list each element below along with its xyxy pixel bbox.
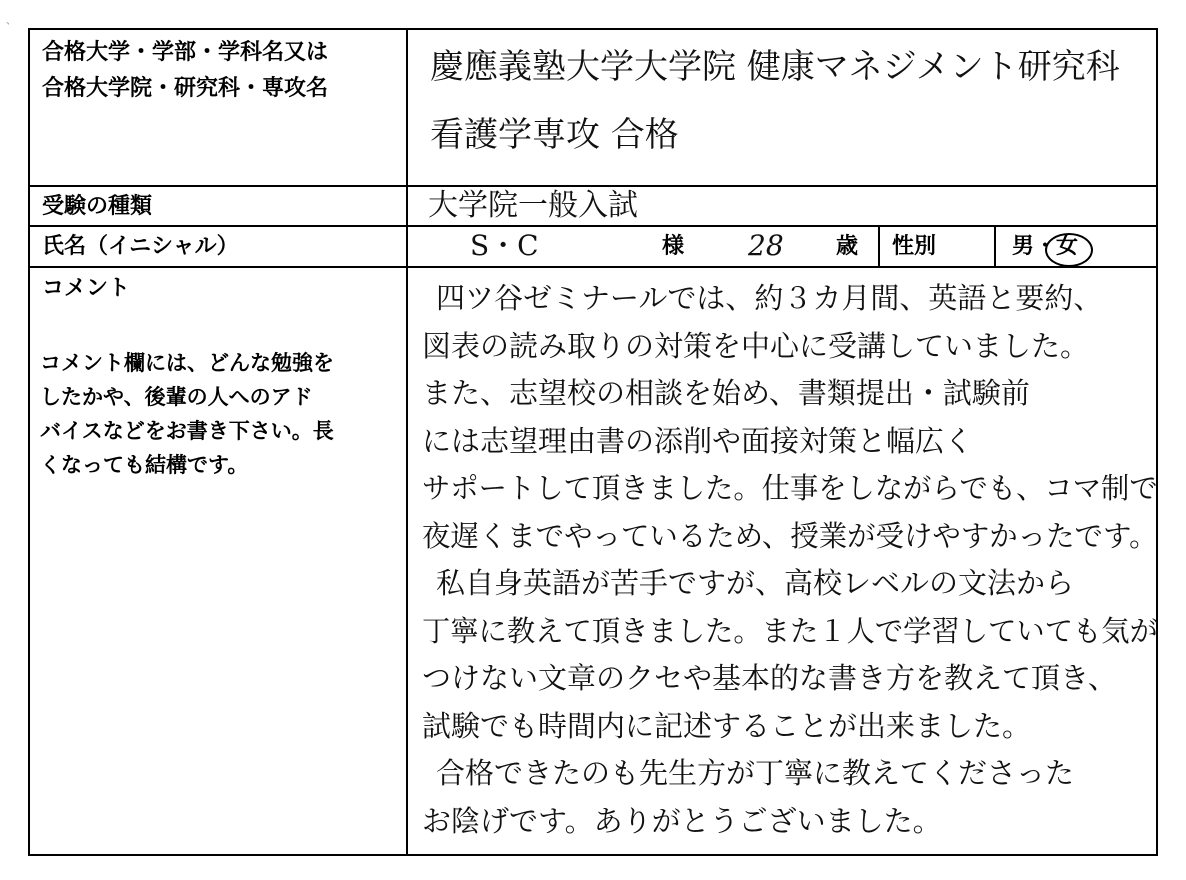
comment-instruction-line: したかや、後輩の人へのアド	[40, 385, 313, 409]
comment-line: また、志望校の相談を始め、書類提出・試験前	[422, 376, 1030, 410]
comment-instructions	[40, 346, 402, 482]
gender-label: 性別	[892, 234, 937, 259]
column-divider	[994, 225, 996, 266]
initials-value: S・C	[470, 229, 539, 262]
comment-instruction-line: バイスなどをお書き下さい。長	[40, 419, 334, 443]
school-value-line1: 慶應義塾大学大学院 健康マネジメント研究科	[430, 47, 1120, 87]
honorific-label: 様	[662, 234, 685, 259]
corner-mark: 、	[6, 16, 16, 27]
comment-line: お陰げです。ありがとうございました。	[422, 803, 942, 838]
comment-line: には志望理由書の添削や面接対策と幅広く	[422, 423, 974, 458]
comment-line: 四ツ谷ゼミナールでは、約３カ月間、英語と要約、	[436, 281, 1103, 315]
exam-type-label: 受験の種類	[42, 194, 153, 219]
comment-line: サポートして頂きました。仕事をしながらでも、コマ制で	[422, 471, 1158, 505]
comment-line: 試験でも時間内に記述することが出来ました。	[422, 708, 1032, 743]
selected-gender-circle	[1045, 233, 1093, 267]
testimonial-form	[28, 28, 1158, 856]
comment-line: 私自身英語が苦手ですが、高校レベルの文法から	[436, 566, 1075, 600]
school-label-line1: 合格大学・学部・学科名又は	[42, 40, 329, 65]
comment-line: 夜遅くまでやっているため、授業が受けやすかったです。	[422, 518, 1158, 553]
column-divider	[878, 225, 880, 266]
row-divider	[30, 266, 1156, 268]
comment-label: コメント	[42, 276, 131, 301]
school-label-line2: 合格大学院・研究科・専攻名	[42, 76, 329, 101]
gender-male-option: 男	[1012, 234, 1035, 259]
age-value: 28	[748, 229, 784, 262]
comment-instruction-line: コメント欄には、どんな勉強を	[40, 351, 334, 375]
column-divider	[406, 30, 408, 856]
gender-female-option: 女	[1056, 234, 1079, 259]
comment-instruction-line: くなっても結構です。	[40, 453, 249, 477]
school-value-line2: 看護学専攻 合格	[430, 115, 679, 155]
comment-line: 合格できたのも先生方が丁寧に教えてくださった	[436, 756, 1075, 790]
gender-separator: ・	[1034, 234, 1057, 259]
age-unit-label: 歳	[836, 234, 859, 259]
name-label: 氏名（イニシャル）	[42, 234, 239, 259]
comment-line: 丁寧に教えて頂きました。また１人で学習していても気が	[422, 613, 1158, 648]
comment-line: つけない文章のクセや基本的な書き方を教えて頂き、	[422, 661, 1117, 695]
comment-line: 図表の読み取りの対策を中心に受講していました。	[422, 328, 1090, 363]
exam-type-value: 大学院一般入試	[428, 188, 638, 223]
